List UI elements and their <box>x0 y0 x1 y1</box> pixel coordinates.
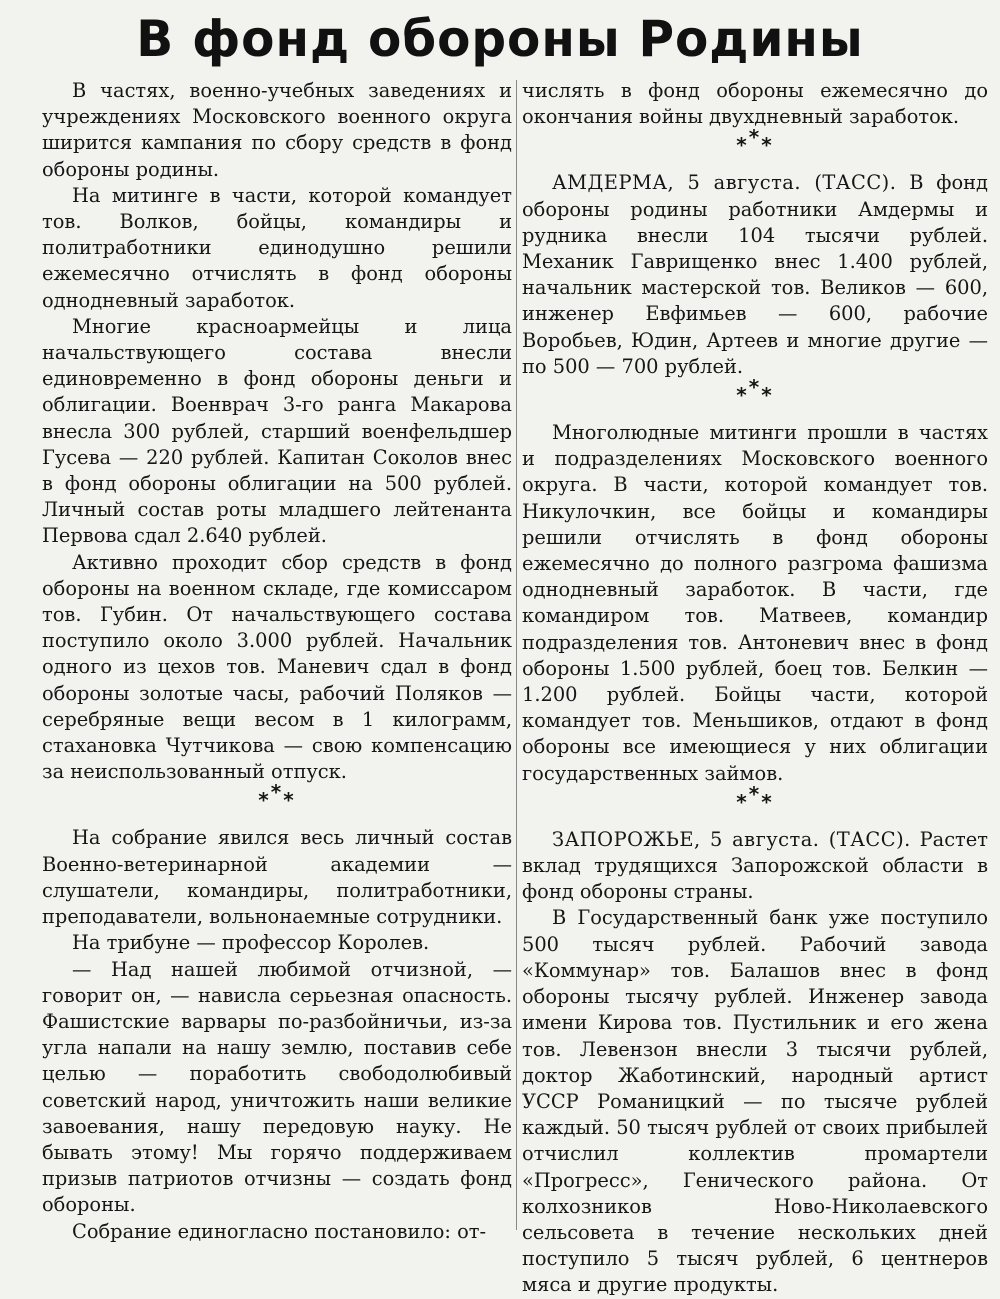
paragraph: Собрание единогласно постановило: от- <box>72 1219 487 1243</box>
left-column <box>42 78 512 1245</box>
quote-paragraph: — Над нашей любимой отчизной, — говорит он, — нависла серьезная опасность. Фашистские варвары по-разбойничьи, из-за угла напали на нашу землю, поставив себе целью — поработить свободолюбивый советский народ, уничтожить наши великие завоевания, нашу передовую науку. Не бывать этому! Мы горячо поддерживаем призыв патриотов отчизны — создать фонд обороны. <box>42 957 512 1217</box>
headline: В фонд обороны Родины <box>136 10 864 68</box>
dateline: ЗАПОРОЖЬЕ, 5 августа. (ТАСС). <box>552 827 911 851</box>
paragraph: Многие красноармейцы и лица начальствующего состава внесли единовременно в фонд обороны деньги и облигации. Военврач 3-го ранга Макарова внесла 300 рублей, старший военфельдшер Гусева — 220 рублей. Капитан Соколов внес в фонд обороны облигации на 500 рублей. Личный состав роты младшего лейтенанта Первова сдал 2.640 рублей. <box>42 314 512 548</box>
dateline: АМДЕРМА, 5 августа. (ТАСС). <box>552 171 897 195</box>
paragraph: В частях, военно-учебных заведениях и учреждениях Московского военного округа ширится кампания по сбору средств в фонд обороны родины. <box>42 79 512 181</box>
column-rule <box>516 80 517 1230</box>
section-separator: *** <box>258 780 296 813</box>
news-text: В фонд обороны родины работники Амдермы и рудника внесли 104 тысячи рублей. Механик Гаврищенко внес 1.400 рублей, начальник мастерской тов. Великов — 600, инженер Евфимьев — 600, рабочие Воробьев, Юдин, Артеев и многие другие — по 500 — 700 рублей. <box>522 171 989 378</box>
news-text: Растет вклад трудящихся Запорожской области в фонд обороны страны. <box>522 827 988 904</box>
paragraph: В Государственный банк уже поступило 500 тысяч рублей. Рабочий завода «Коммунар» тов. Балашов внес в фонд обороны тысячу рублей. Инженер завода имени Кирова тов. Пустильник и его жена тов. Левензон внесли 3 тысячи рублей, доктор Жаботинский, народный артист УССР Романицкий — по тысяче рублей каждый. 50 тысяч рублей от своих прибылей отчислил коллектив промартели «Прогресс», Генического района. От колхозников Ново-Николаевского сельсовета в течение нескольких дней поступило 5 тысяч рублей, 6 центнеров мяса и другие продукты. <box>522 906 988 1297</box>
paragraph: На трибуне — профессор Королев. <box>72 931 430 955</box>
section-separator: *** <box>736 781 774 814</box>
paragraph: Активно проходит сбор средств в фонд обороны на военном складе, где комиссаром тов. Губин. От начальствующего состава поступило около 3.000 рублей. Начальник одного из цехов тов. Маневич сдал в фонд обороны золотые часы, рабочий Поляков — серебряные вещи весом в 1 килограмм, стахановка Чутчикова — свою компенсацию за неиспользованный отпуск. <box>42 550 512 784</box>
section-separator: *** <box>736 375 774 408</box>
right-column <box>522 78 988 1299</box>
news-item-zaporozhye <box>522 827 988 906</box>
news-item-amderma <box>522 170 988 380</box>
paragraph: числять в фонд обороны ежемесячно до окончания войны двухдневный заработок. <box>522 79 988 129</box>
paragraph: Многолюдные митинги прошли в частях и подразделениях Московского военного округа. В части, которой командует тов. Никулочкин, все бойцы и командиры решили отчислять в фонд обороны ежемесячно до полного разгрома фашизма однодневный заработок. В части, где командиром тов. Матвеев, командир подразделения тов. Антоневич внес в фонд обороны 1.500 рублей, боец тов. Белкин — 1.200 рублей. Бойцы части, которой командует тов. Меньшиков, отдают в фонд обороны все имеющиеся у них облигации государственных займов. <box>522 421 988 785</box>
paragraph: На митинге в части, которой командует тов. Волков, бойцы, командиры и политработники единодушно решили ежемесячно отчислять в фонд обороны однодневный заработок. <box>42 183 512 312</box>
section-separator: *** <box>736 125 774 158</box>
paragraph: На собрание явился весь личный состав Военно-ветеринарной академии — слушатели, командиры, политработники, преподаватели, вольнонаемные сотрудники. <box>42 826 512 929</box>
